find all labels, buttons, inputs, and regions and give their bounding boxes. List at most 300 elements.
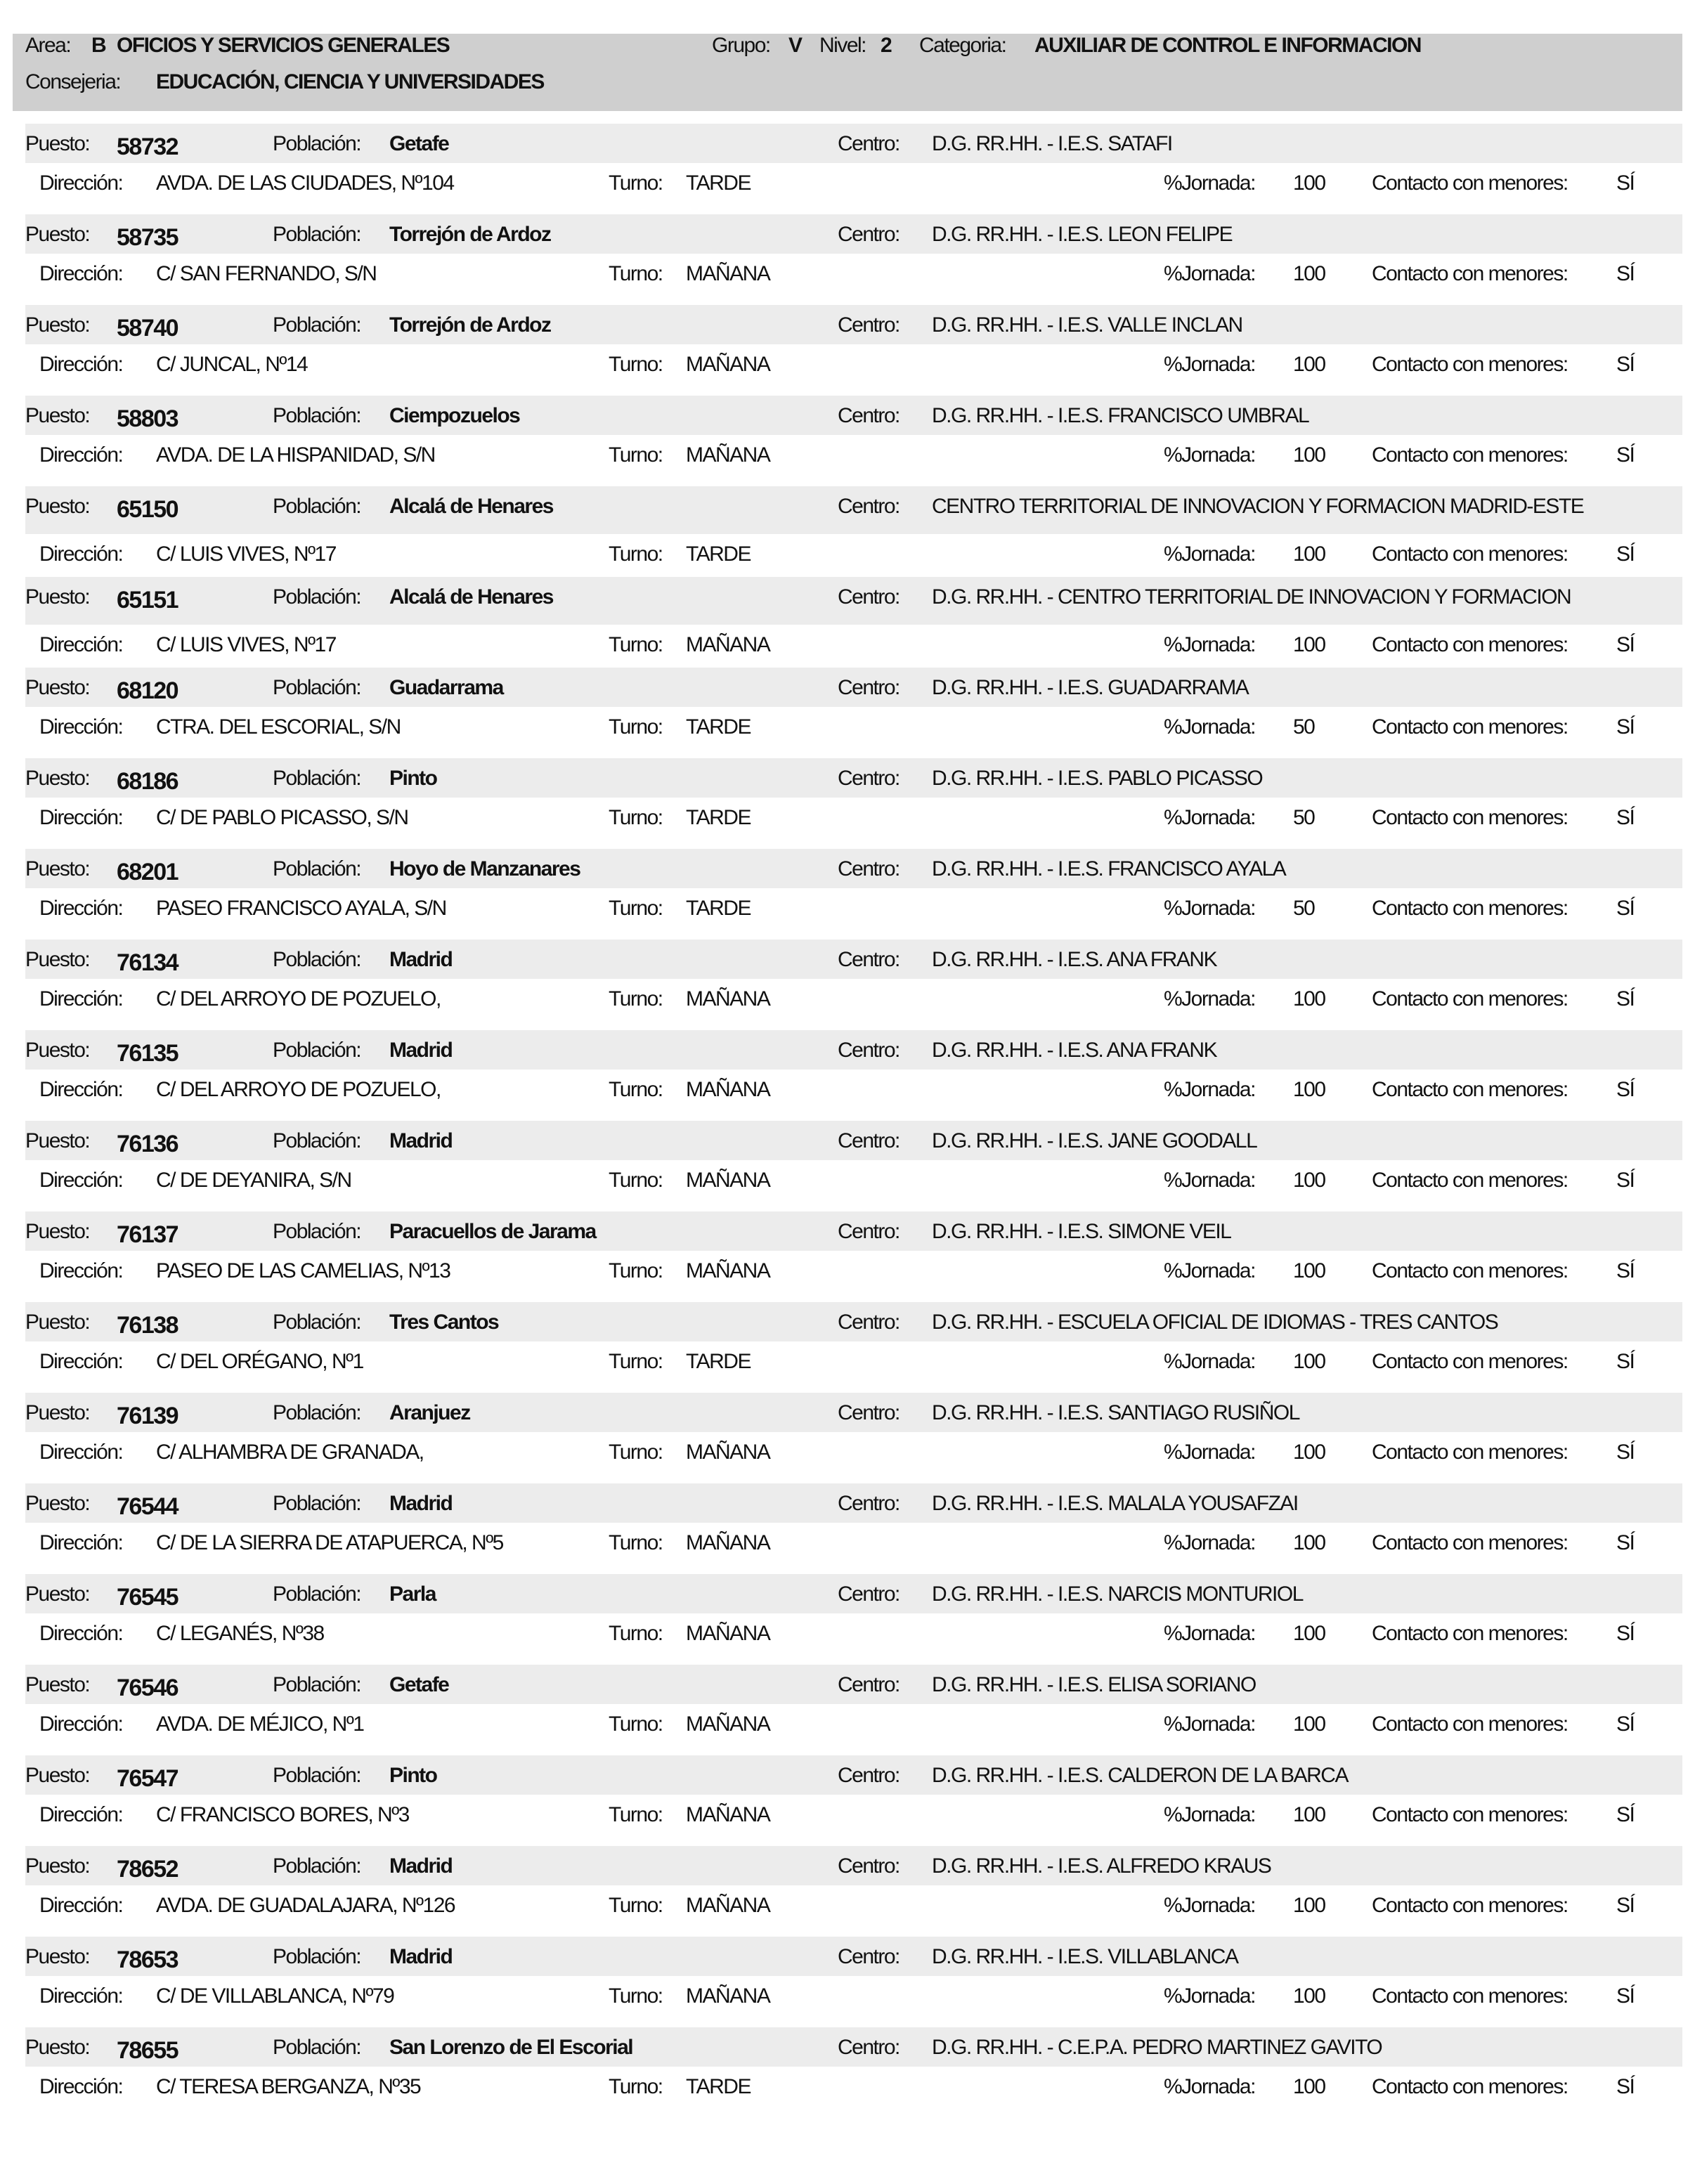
consejeria-value: EDUCACIÓN, CIENCIA Y UNIVERSIDADES [156, 70, 544, 93]
puesto-entry [0, 1483, 1695, 1574]
puesto-label: Puesto: [25, 1582, 90, 1606]
direccion-value: C/ JUNCAL, Nº14 [156, 353, 308, 376]
direccion-row [25, 888, 1682, 930]
puesto-row [25, 849, 1682, 888]
puesto-row [25, 1030, 1682, 1070]
puesto-label: Puesto: [25, 1311, 90, 1334]
centro-label: Centro: [838, 1311, 900, 1334]
direccion-row [25, 254, 1682, 296]
poblacion-label: Población: [273, 313, 361, 337]
turno-value: MAÑANA [686, 1622, 770, 1645]
poblacion-label: Población: [273, 767, 361, 790]
contacto-label: Contacto con menores: [1372, 806, 1568, 829]
puesto-number: 76545 [117, 1584, 178, 1611]
puesto-row [25, 124, 1682, 163]
contacto-value: SÍ [1616, 1803, 1635, 1826]
centro-value: CENTRO TERRITORIAL DE INNOVACION Y FORMACION MADRID-ESTE [932, 495, 1584, 518]
puesto-row [25, 1302, 1682, 1341]
puesto-number: 58803 [117, 405, 178, 432]
turno-value: MAÑANA [686, 1894, 770, 1917]
puesto-entry [0, 940, 1695, 1030]
direccion-row [25, 1523, 1682, 1565]
poblacion-label: Población: [273, 948, 361, 971]
direccion-label: Dirección: [39, 1984, 123, 2008]
direccion-row [25, 1704, 1682, 1746]
centro-value: D.G. RR.HH. - I.E.S. CALDERON DE LA BARCA [932, 1764, 1348, 1787]
puesto-row [25, 1846, 1682, 1885]
direccion-label: Dirección: [39, 1169, 123, 1192]
contacto-value: SÍ [1616, 715, 1635, 739]
puesto-number: 76546 [117, 1675, 178, 1701]
contacto-label: Contacto con menores: [1372, 262, 1568, 285]
jornada-label: %Jornada: [1164, 1531, 1255, 1554]
direccion-row [25, 979, 1682, 1021]
centro-value: D.G. RR.HH. - I.E.S. JANE GOODALL [932, 1129, 1257, 1152]
puesto-row [25, 1755, 1682, 1795]
centro-value: D.G. RR.HH. - C.E.P.A. PEDRO MARTINEZ GAVITO [932, 2036, 1382, 2059]
centro-label: Centro: [838, 676, 900, 699]
centro-value: D.G. RR.HH. - I.E.S. VILLABLANCA [932, 1945, 1238, 1968]
poblacion-value: San Lorenzo de El Escorial [389, 2036, 633, 2059]
grupo-label: Grupo: [712, 34, 770, 57]
area-label: Area: [25, 34, 71, 57]
poblacion-label: Población: [273, 1129, 361, 1152]
puesto-row [25, 577, 1682, 625]
puesto-number: 78652 [117, 1856, 178, 1883]
direccion-value: C/ LUIS VIVES, Nº17 [156, 542, 336, 566]
consejeria-label: Consejeria: [25, 70, 121, 93]
puesto-row [25, 214, 1682, 254]
turno-value: MAÑANA [686, 1984, 770, 2008]
poblacion-label: Población: [273, 495, 361, 518]
direccion-value: C/ DEL ARROYO DE POZUELO, [156, 987, 441, 1010]
poblacion-value: Aranjuez [389, 1401, 470, 1424]
direccion-value: AVDA. DE LA HISPANIDAD, S/N [156, 443, 435, 467]
puesto-row [25, 668, 1682, 707]
puesto-entry [0, 577, 1695, 668]
poblacion-label: Población: [273, 1311, 361, 1334]
direccion-label: Dirección: [39, 1078, 123, 1101]
poblacion-label: Población: [273, 1039, 361, 1062]
categoria-label: Categoria: [919, 34, 1006, 57]
poblacion-label: Población: [273, 1582, 361, 1606]
puesto-label: Puesto: [25, 132, 90, 155]
jornada-label: %Jornada: [1164, 443, 1255, 467]
poblacion-label: Población: [273, 2036, 361, 2059]
turno-value: MAÑANA [686, 633, 770, 656]
turno-value: TARDE [686, 542, 751, 566]
centro-label: Centro: [838, 767, 900, 790]
jornada-value: 100 [1293, 1894, 1325, 1917]
contacto-value: SÍ [1616, 633, 1635, 656]
direccion-row [25, 707, 1682, 749]
contacto-value: SÍ [1616, 1169, 1635, 1192]
jornada-label: %Jornada: [1164, 262, 1255, 285]
direccion-label: Dirección: [39, 1622, 123, 1645]
area-name: OFICIOS Y SERVICIOS GENERALES [117, 34, 450, 57]
puesto-row [25, 486, 1682, 534]
poblacion-value: Hoyo de Manzanares [389, 857, 580, 880]
centro-label: Centro: [838, 1492, 900, 1515]
jornada-label: %Jornada: [1164, 542, 1255, 566]
poblacion-value: Madrid [389, 1854, 453, 1878]
puesto-label: Puesto: [25, 1492, 90, 1515]
contacto-label: Contacto con menores: [1372, 1259, 1568, 1282]
centro-label: Centro: [838, 1582, 900, 1606]
jornada-value: 100 [1293, 1169, 1325, 1192]
contacto-value: SÍ [1616, 542, 1635, 566]
turno-value: MAÑANA [686, 1531, 770, 1554]
turno-value: MAÑANA [686, 262, 770, 285]
direccion-label: Dirección: [39, 1259, 123, 1282]
turno-label: Turno: [609, 443, 663, 467]
poblacion-value: Getafe [389, 132, 449, 155]
turno-label: Turno: [609, 1350, 663, 1373]
centro-value: D.G. RR.HH. - I.E.S. SIMONE VEIL [932, 1220, 1231, 1243]
centro-label: Centro: [838, 2036, 900, 2059]
puesto-label: Puesto: [25, 1945, 90, 1968]
centro-label: Centro: [838, 948, 900, 971]
poblacion-value: Tres Cantos [389, 1311, 499, 1334]
jornada-label: %Jornada: [1164, 353, 1255, 376]
direccion-row [25, 1885, 1682, 1928]
contacto-value: SÍ [1616, 897, 1635, 920]
puesto-label: Puesto: [25, 1220, 90, 1243]
puesto-number: 68201 [117, 859, 178, 885]
centro-value: D.G. RR.HH. - I.E.S. GUADARRAMA [932, 676, 1249, 699]
contacto-label: Contacto con menores: [1372, 171, 1568, 195]
nivel-label: Nivel: [819, 34, 866, 57]
direccion-label: Dirección: [39, 1894, 123, 1917]
direccion-value: C/ DE VILLABLANCA, Nº79 [156, 1984, 394, 2008]
jornada-label: %Jornada: [1164, 715, 1255, 739]
jornada-value: 100 [1293, 443, 1325, 467]
direccion-label: Dirección: [39, 443, 123, 467]
poblacion-label: Población: [273, 1220, 361, 1243]
jornada-label: %Jornada: [1164, 1350, 1255, 1373]
puesto-entry [0, 1937, 1695, 2027]
contacto-label: Contacto con menores: [1372, 1712, 1568, 1736]
puesto-label: Puesto: [25, 404, 90, 427]
jornada-value: 100 [1293, 1531, 1325, 1554]
turno-label: Turno: [609, 1078, 663, 1101]
puesto-label: Puesto: [25, 313, 90, 337]
poblacion-label: Población: [273, 1673, 361, 1696]
jornada-label: %Jornada: [1164, 1894, 1255, 1917]
turno-value: MAÑANA [686, 443, 770, 467]
contacto-value: SÍ [1616, 443, 1635, 467]
direccion-row [25, 1341, 1682, 1384]
jornada-value: 100 [1293, 987, 1325, 1010]
centro-value: D.G. RR.HH. - I.E.S. ANA FRANK [932, 1039, 1217, 1062]
puesto-entry [0, 1211, 1695, 1302]
turno-value: TARDE [686, 806, 751, 829]
turno-label: Turno: [609, 353, 663, 376]
puesto-entry [0, 1121, 1695, 1211]
centro-label: Centro: [838, 132, 900, 155]
direccion-value: C/ DEL ARROYO DE POZUELO, [156, 1078, 441, 1101]
puesto-row [25, 1483, 1682, 1523]
puesto-entry [0, 396, 1695, 486]
jornada-label: %Jornada: [1164, 1259, 1255, 1282]
grupo-value: V [788, 34, 802, 57]
puesto-entry [0, 1030, 1695, 1121]
centro-value: D.G. RR.HH. - I.E.S. FRANCISCO AYALA [932, 857, 1286, 880]
puesto-entry [0, 1302, 1695, 1393]
puesto-row [25, 305, 1682, 344]
turno-value: MAÑANA [686, 353, 770, 376]
turno-label: Turno: [609, 1259, 663, 1282]
turno-label: Turno: [609, 715, 663, 739]
direccion-value: C/ TERESA BERGANZA, Nº35 [156, 2075, 421, 2098]
direccion-label: Dirección: [39, 1350, 123, 1373]
direccion-value: C/ DEL ORÉGANO, Nº1 [156, 1350, 363, 1373]
puesto-row [25, 396, 1682, 435]
direccion-value: C/ ALHAMBRA DE GRANADA, [156, 1441, 424, 1464]
turno-value: TARDE [686, 2075, 751, 2098]
direccion-row [25, 1070, 1682, 1112]
contacto-label: Contacto con menores: [1372, 897, 1568, 920]
direccion-row [25, 625, 1682, 667]
puesto-number: 76547 [117, 1765, 178, 1792]
direccion-label: Dirección: [39, 353, 123, 376]
centro-label: Centro: [838, 1854, 900, 1878]
puesto-row [25, 1211, 1682, 1251]
jornada-label: %Jornada: [1164, 1169, 1255, 1192]
contacto-value: SÍ [1616, 1350, 1635, 1373]
direccion-row [25, 435, 1682, 477]
puesto-number: 76134 [117, 949, 178, 976]
poblacion-label: Población: [273, 132, 361, 155]
puesto-label: Puesto: [25, 857, 90, 880]
puesto-entry [0, 486, 1695, 577]
poblacion-value: Madrid [389, 948, 453, 971]
jornada-label: %Jornada: [1164, 1803, 1255, 1826]
centro-label: Centro: [838, 1129, 900, 1152]
puesto-number: 58732 [117, 134, 178, 160]
contacto-value: SÍ [1616, 1712, 1635, 1736]
poblacion-value: Guadarrama [389, 676, 503, 699]
jornada-value: 50 [1293, 897, 1315, 920]
centro-value: D.G. RR.HH. - I.E.S. VALLE INCLAN [932, 313, 1242, 337]
puesto-number: 68120 [117, 677, 178, 704]
direccion-label: Dirección: [39, 542, 123, 566]
jornada-value: 100 [1293, 1259, 1325, 1282]
jornada-value: 100 [1293, 1350, 1325, 1373]
direccion-row [25, 534, 1682, 576]
puesto-entry [0, 214, 1695, 305]
poblacion-value: Torrejón de Ardoz [389, 223, 551, 246]
direccion-label: Dirección: [39, 1712, 123, 1736]
turno-label: Turno: [609, 542, 663, 566]
turno-label: Turno: [609, 806, 663, 829]
puesto-number: 78653 [117, 1946, 178, 1973]
jornada-value: 100 [1293, 1441, 1325, 1464]
puesto-row [25, 1574, 1682, 1613]
poblacion-value: Alcalá de Henares [389, 585, 553, 609]
turno-label: Turno: [609, 633, 663, 656]
direccion-value: AVDA. DE LAS CIUDADES, Nº104 [156, 171, 454, 195]
turno-label: Turno: [609, 262, 663, 285]
contacto-value: SÍ [1616, 262, 1635, 285]
centro-label: Centro: [838, 857, 900, 880]
poblacion-label: Población: [273, 1764, 361, 1787]
contacto-label: Contacto con menores: [1372, 715, 1568, 739]
puesto-number: 76138 [117, 1312, 178, 1339]
direccion-value: C/ FRANCISCO BORES, Nº3 [156, 1803, 409, 1826]
centro-value: D.G. RR.HH. - I.E.S. ANA FRANK [932, 948, 1217, 971]
poblacion-value: Getafe [389, 1673, 449, 1696]
puesto-label: Puesto: [25, 495, 90, 518]
direccion-label: Dirección: [39, 633, 123, 656]
centro-value: D.G. RR.HH. - I.E.S. FRANCISCO UMBRAL [932, 404, 1309, 427]
contacto-value: SÍ [1616, 1984, 1635, 2008]
poblacion-value: Paracuellos de Jarama [389, 1220, 596, 1243]
centro-value: D.G. RR.HH. - I.E.S. SATAFI [932, 132, 1172, 155]
contacto-label: Contacto con menores: [1372, 2075, 1568, 2098]
contacto-label: Contacto con menores: [1372, 542, 1568, 566]
puesto-number: 68186 [117, 768, 178, 795]
direccion-row [25, 2067, 1682, 2109]
direccion-value: PASEO DE LAS CAMELIAS, Nº13 [156, 1259, 450, 1282]
direccion-row [25, 1432, 1682, 1474]
turno-value: MAÑANA [686, 1259, 770, 1282]
poblacion-label: Población: [273, 1945, 361, 1968]
contacto-label: Contacto con menores: [1372, 1078, 1568, 1101]
contacto-label: Contacto con menores: [1372, 1894, 1568, 1917]
turno-value: MAÑANA [686, 1169, 770, 1192]
contacto-value: SÍ [1616, 1622, 1635, 1645]
direccion-value: AVDA. DE GUADALAJARA, Nº126 [156, 1894, 455, 1917]
turno-label: Turno: [609, 897, 663, 920]
poblacion-label: Población: [273, 1492, 361, 1515]
direccion-value: CTRA. DEL ESCORIAL, S/N [156, 715, 401, 739]
centro-value: D.G. RR.HH. - CENTRO TERRITORIAL DE INNOVACION Y FORMACION [932, 585, 1571, 609]
turno-label: Turno: [609, 1803, 663, 1826]
turno-label: Turno: [609, 1441, 663, 1464]
puesto-row [25, 1121, 1682, 1160]
jornada-value: 100 [1293, 2075, 1325, 2098]
centro-value: D.G. RR.HH. - I.E.S. ELISA SORIANO [932, 1673, 1256, 1696]
centro-label: Centro: [838, 1764, 900, 1787]
poblacion-value: Parla [389, 1582, 436, 1606]
poblacion-label: Población: [273, 1401, 361, 1424]
puesto-entry [0, 1846, 1695, 1937]
contacto-label: Contacto con menores: [1372, 1803, 1568, 1826]
direccion-label: Dirección: [39, 262, 123, 285]
centro-label: Centro: [838, 313, 900, 337]
puesto-number: 76139 [117, 1403, 178, 1429]
turno-label: Turno: [609, 1622, 663, 1645]
puesto-entry [0, 849, 1695, 940]
turno-label: Turno: [609, 1894, 663, 1917]
contacto-label: Contacto con menores: [1372, 1441, 1568, 1464]
poblacion-value: Ciempozuelos [389, 404, 520, 427]
centro-label: Centro: [838, 1673, 900, 1696]
contacto-label: Contacto con menores: [1372, 633, 1568, 656]
jornada-label: %Jornada: [1164, 1078, 1255, 1101]
direccion-label: Dirección: [39, 897, 123, 920]
centro-label: Centro: [838, 223, 900, 246]
puesto-label: Puesto: [25, 1854, 90, 1878]
turno-label: Turno: [609, 171, 663, 195]
turno-value: TARDE [686, 715, 751, 739]
centro-value: D.G. RR.HH. - I.E.S. SANTIAGO RUSIÑOL [932, 1401, 1299, 1424]
direccion-value: C/ LEGANÉS, Nº38 [156, 1622, 324, 1645]
puesto-label: Puesto: [25, 676, 90, 699]
poblacion-value: Madrid [389, 1945, 453, 1968]
centro-value: D.G. RR.HH. - I.E.S. ALFREDO KRAUS [932, 1854, 1271, 1878]
poblacion-value: Madrid [389, 1129, 453, 1152]
jornada-label: %Jornada: [1164, 171, 1255, 195]
contacto-label: Contacto con menores: [1372, 443, 1568, 467]
jornada-label: %Jornada: [1164, 806, 1255, 829]
puesto-label: Puesto: [25, 1764, 90, 1787]
direccion-row [25, 1251, 1682, 1293]
puesto-number: 76137 [117, 1221, 178, 1248]
puesto-entry [0, 1755, 1695, 1846]
puesto-row [25, 1393, 1682, 1432]
direccion-row [25, 1613, 1682, 1656]
jornada-label: %Jornada: [1164, 1984, 1255, 2008]
direccion-label: Dirección: [39, 987, 123, 1010]
direccion-label: Dirección: [39, 1441, 123, 1464]
direccion-row [25, 344, 1682, 386]
centro-label: Centro: [838, 1945, 900, 1968]
turno-value: MAÑANA [686, 987, 770, 1010]
puesto-number: 58735 [117, 224, 178, 251]
turno-value: TARDE [686, 897, 751, 920]
centro-label: Centro: [838, 585, 900, 609]
contacto-value: SÍ [1616, 1259, 1635, 1282]
direccion-row [25, 798, 1682, 840]
puesto-row [25, 1937, 1682, 1976]
jornada-label: %Jornada: [1164, 2075, 1255, 2098]
puesto-row [25, 1665, 1682, 1704]
contacto-value: SÍ [1616, 2075, 1635, 2098]
puesto-row [25, 940, 1682, 979]
puesto-number: 76544 [117, 1493, 178, 1520]
puesto-label: Puesto: [25, 1673, 90, 1696]
contacto-label: Contacto con menores: [1372, 1350, 1568, 1373]
jornada-value: 100 [1293, 1803, 1325, 1826]
turno-label: Turno: [609, 1984, 663, 2008]
contacto-label: Contacto con menores: [1372, 1984, 1568, 2008]
centro-label: Centro: [838, 1220, 900, 1243]
direccion-label: Dirección: [39, 715, 123, 739]
contacto-value: SÍ [1616, 1078, 1635, 1101]
poblacion-value: Torrejón de Ardoz [389, 313, 551, 337]
centro-value: D.G. RR.HH. - I.E.S. LEON FELIPE [932, 223, 1233, 246]
contacto-value: SÍ [1616, 1441, 1635, 1464]
centro-label: Centro: [838, 404, 900, 427]
direccion-value: AVDA. DE MÉJICO, Nº1 [156, 1712, 364, 1736]
categoria-value: AUXILIAR DE CONTROL E INFORMACION [1034, 34, 1421, 57]
jornada-value: 100 [1293, 1078, 1325, 1101]
jornada-value: 100 [1293, 1712, 1325, 1736]
puesto-label: Puesto: [25, 585, 90, 609]
puesto-entry [0, 758, 1695, 849]
puesto-number: 78655 [117, 2037, 178, 2064]
direccion-label: Dirección: [39, 171, 123, 195]
puesto-entry [0, 124, 1695, 214]
direccion-row [25, 163, 1682, 205]
centro-value: D.G. RR.HH. - I.E.S. NARCIS MONTURIOL [932, 1582, 1303, 1606]
poblacion-value: Pinto [389, 1764, 437, 1787]
turno-label: Turno: [609, 2075, 663, 2098]
turno-label: Turno: [609, 1169, 663, 1192]
puesto-number: 58740 [117, 315, 178, 342]
